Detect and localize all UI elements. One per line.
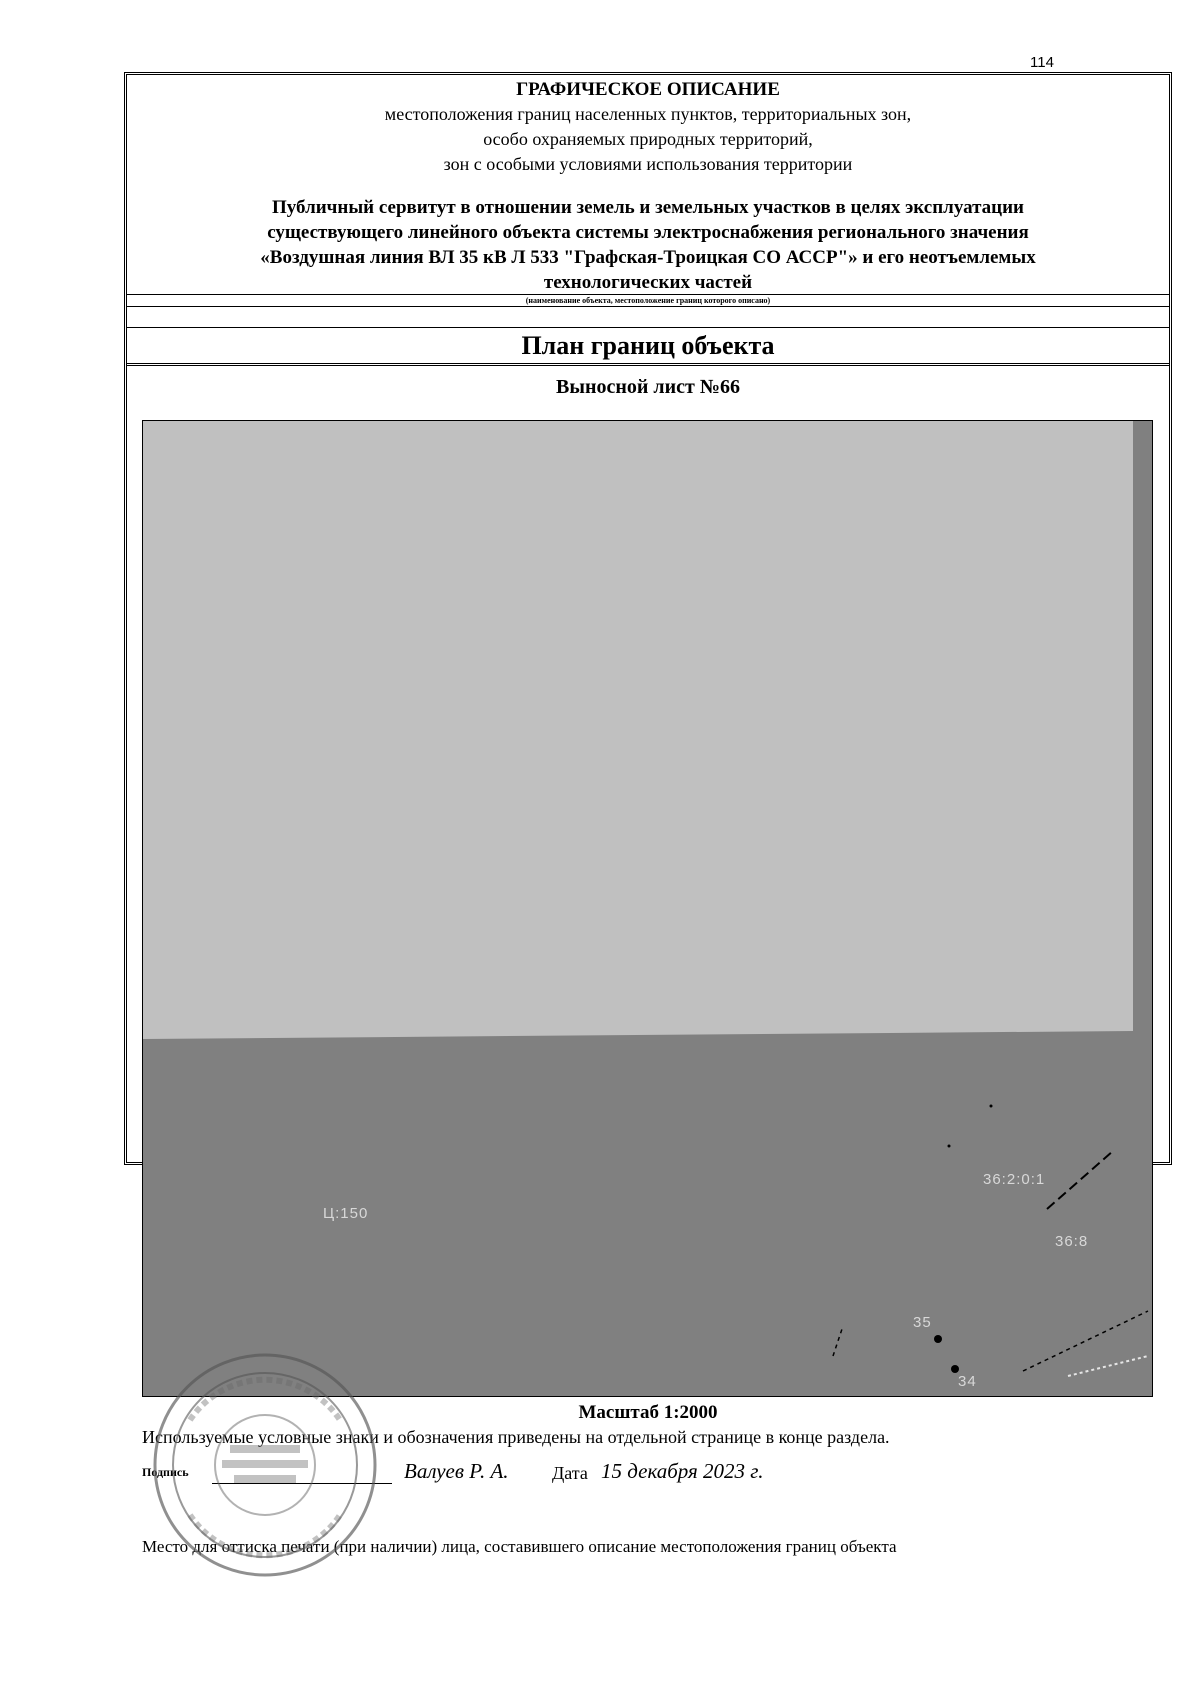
map-label: Ц:150 [323, 1205, 369, 1222]
object-name-line: Публичный сервитут в отношении земель и земельных участков в целях эксплуатации [272, 197, 1024, 218]
signature-row [142, 1459, 1142, 1487]
sheet-title: Выносной лист №66 [556, 376, 740, 398]
document-subtitle [127, 102, 1169, 177]
object-name-line: «Воздушная линия ВЛ 35 кВ Л 533 "Графская-Троицкая СО АССР"» и его неотъемлемых [260, 247, 1036, 268]
object-name-line: существующего линейного объекта системы электроснабжения регионального значения [267, 222, 1029, 243]
map-label: 35 [913, 1314, 932, 1331]
document-frame [124, 72, 1172, 1556]
subtitle-line: зон с особыми условиями использования территории [443, 154, 853, 174]
object-name-line: технологических частей [543, 272, 753, 293]
divider [127, 294, 1169, 295]
legend-note: Используемые условные знаки и обозначения приведены на отдельной странице в конце раздела. [142, 1427, 890, 1447]
map-label: 36:8 [1055, 1233, 1089, 1250]
date-value: 15 декабря 2023 г. [601, 1459, 764, 1483]
map-drawing [143, 421, 1153, 1397]
divider [127, 363, 1169, 366]
divider [127, 306, 1169, 307]
page-number: 114 [1030, 54, 1054, 71]
boundary-point [990, 1105, 993, 1108]
document-title: ГРАФИЧЕСКОЕ ОПИСАНИЕ [516, 79, 780, 100]
map-label: 34 [958, 1373, 977, 1390]
subtitle-line: местоположения границ населенных пунктов, территориальных зон, [384, 104, 912, 124]
subtitle-line: особо охраняемых природных территорий, [483, 129, 813, 149]
boundary-point [948, 1145, 951, 1148]
signature-line [212, 1483, 392, 1484]
map-label: 36:2:0:1 [983, 1171, 1046, 1188]
date-label: Дата [552, 1463, 588, 1483]
boundary-map [142, 420, 1153, 1397]
object-name [167, 195, 1129, 295]
map-upper-area [143, 421, 1133, 1039]
divider [127, 327, 1169, 328]
object-name-caption: (наименование объекта, местоположение границ которого описано) [525, 296, 771, 305]
stamp-note: Место для оттиска печати (при наличии) лица, составившего описание местоположения границ объекта [142, 1537, 897, 1556]
map-scale: Масштаб 1:2000 [578, 1402, 718, 1423]
signature-label: Подпись [142, 1465, 189, 1479]
boundary-point [951, 1365, 959, 1373]
boundary-point [934, 1335, 942, 1343]
plan-title: План границ объекта [521, 331, 775, 360]
signer-name: Валуев Р. А. [404, 1459, 509, 1483]
